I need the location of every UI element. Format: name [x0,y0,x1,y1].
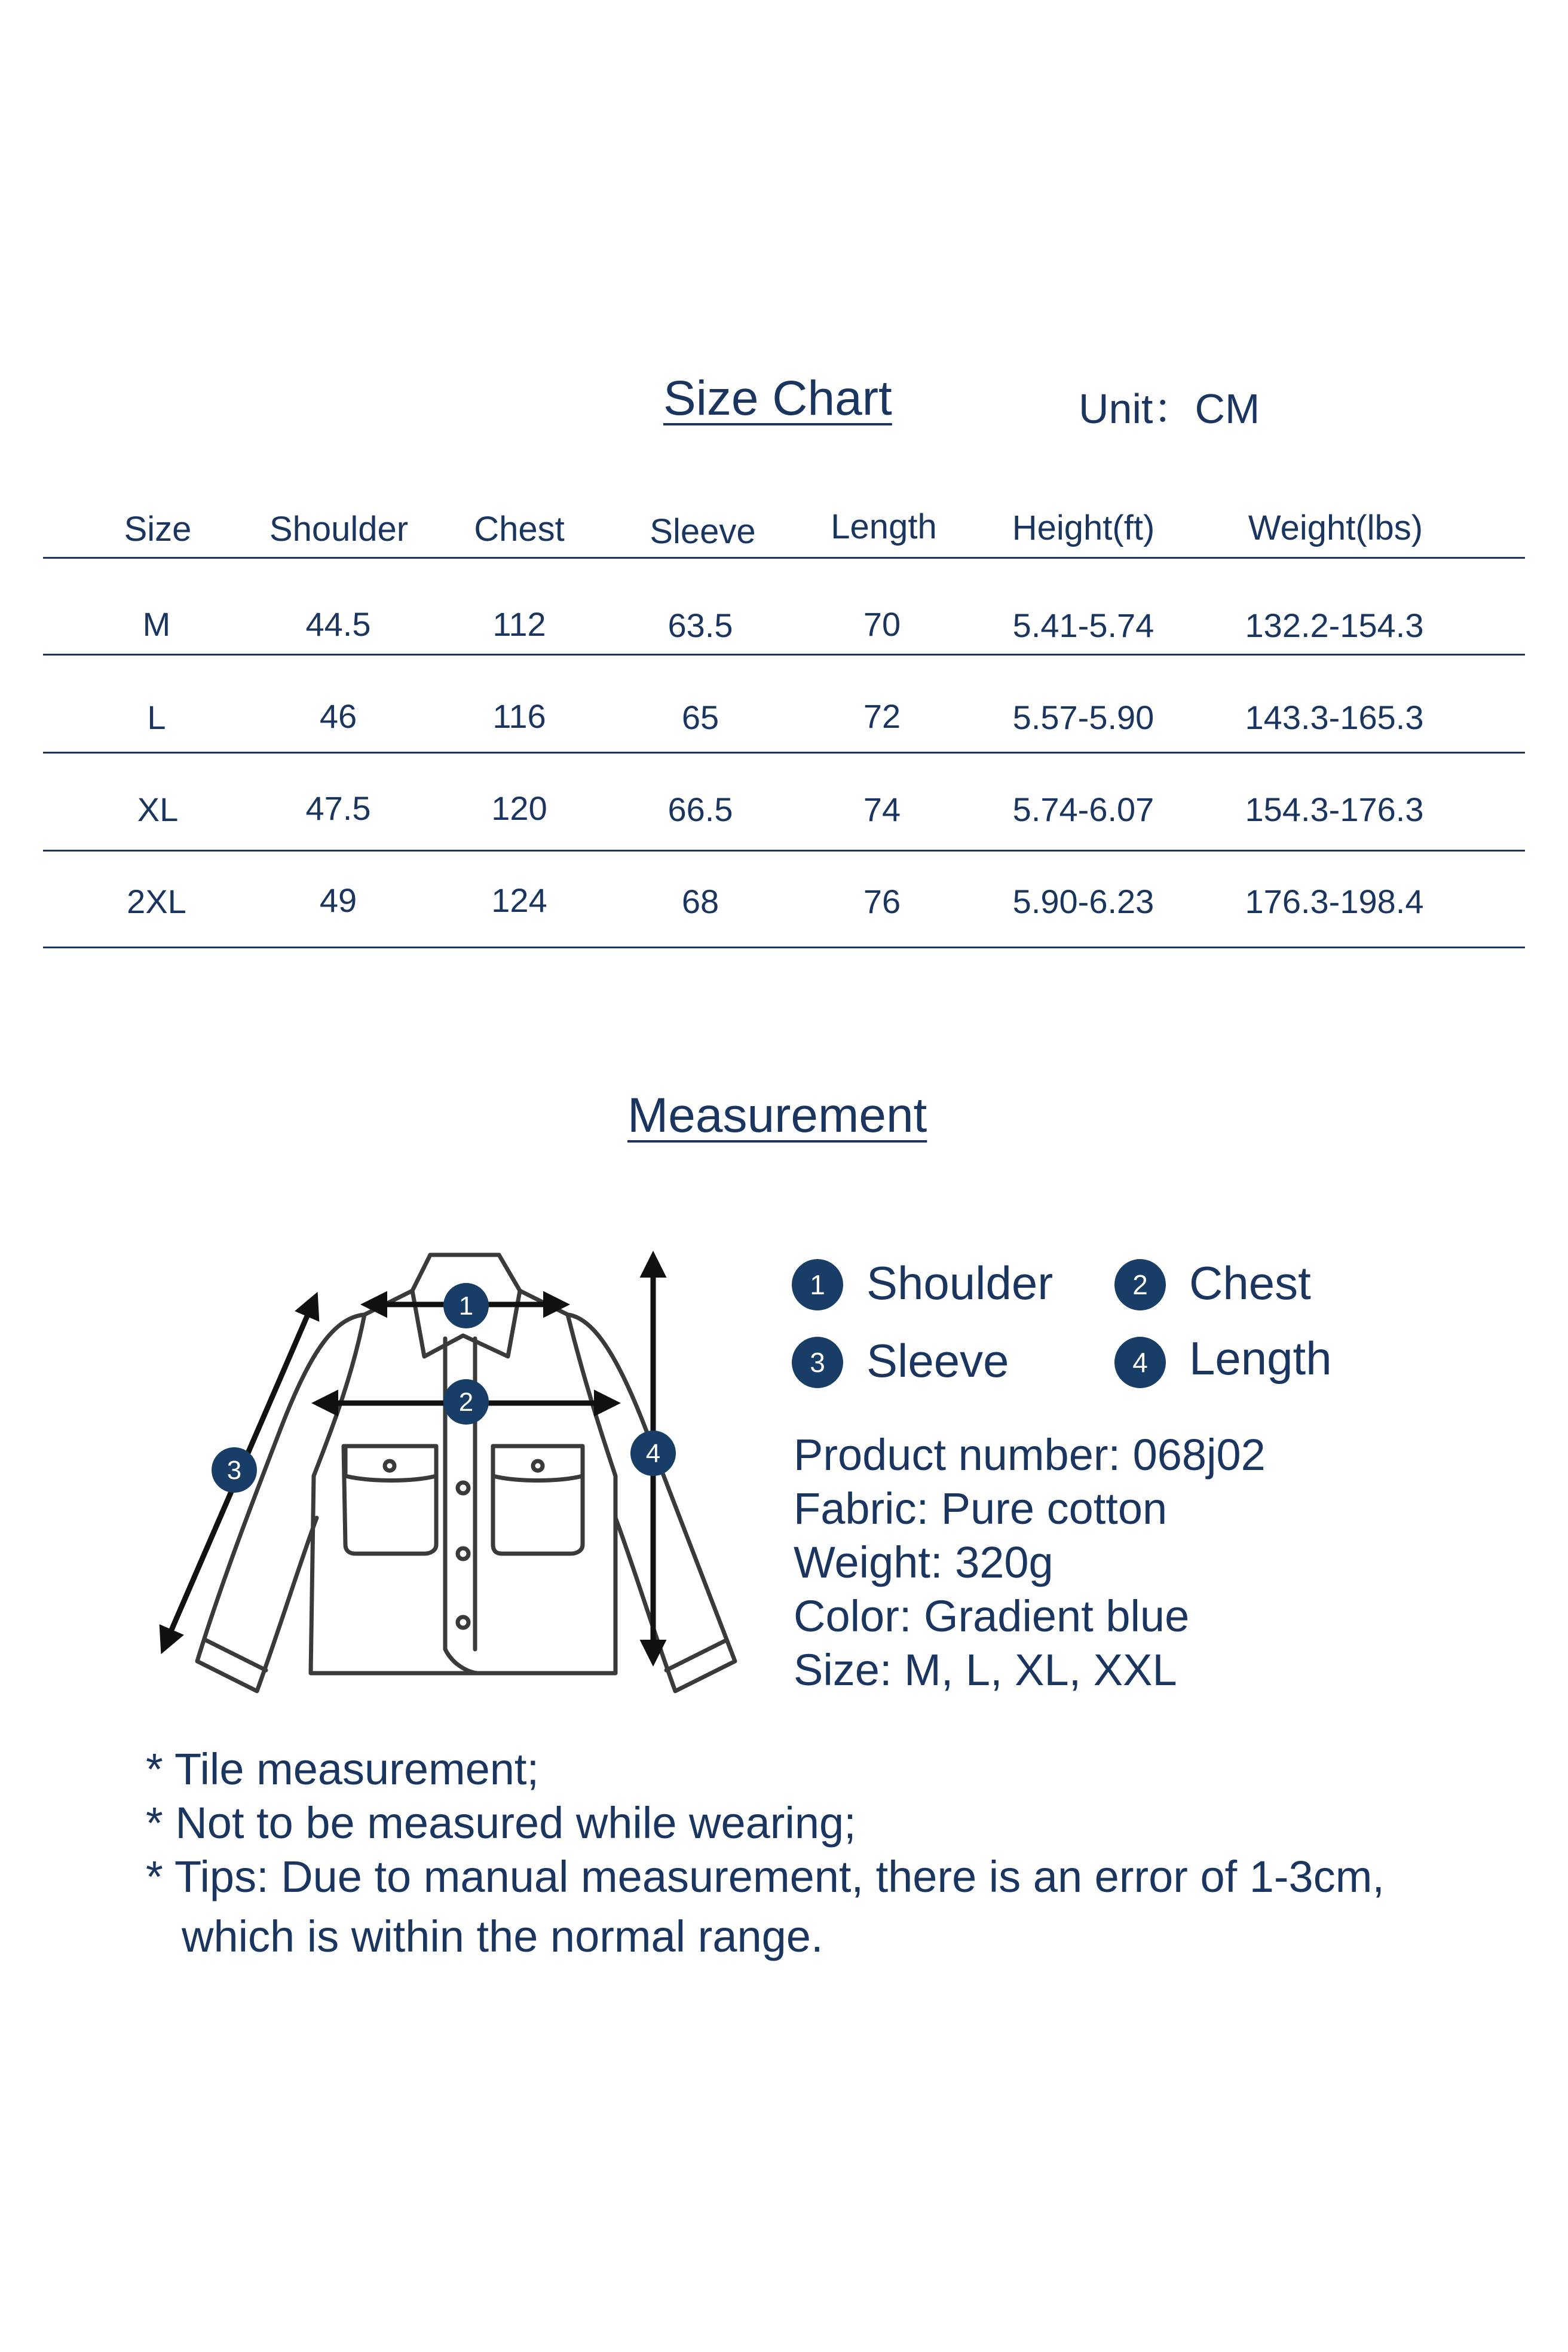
marker-1-label: 1 [458,1291,474,1321]
legend-sleeve: Sleeve [866,1334,1009,1387]
header-size: Size [124,510,192,549]
table-rule [43,947,1525,948]
cell-length: 72 [863,697,901,735]
cell-weight: 176.3-198.4 [1245,883,1424,920]
marker-2-label: 2 [458,1388,474,1417]
header-shoulder: Shoulder [269,510,409,549]
legend-badge-2: 2 [1114,1259,1166,1310]
size-chart-title: Size Chart [663,371,892,425]
table-rule [43,557,1525,559]
header-chest: Chest [474,510,565,549]
cell-sleeve: 63.5 [667,607,733,644]
cell-chest: 116 [492,697,546,735]
cell-size: M [142,605,171,643]
cell-shoulder: 47.5 [305,789,371,827]
legend-badge-1: 1 [792,1259,843,1310]
cell-shoulder: 44.5 [305,605,371,643]
product-size: Size: M, L, XL, XXL [794,1645,1177,1695]
product-fabric: Fabric: Pure cotton [794,1484,1168,1533]
measurement-marker-4 [630,1431,676,1476]
unit-label: Unit：CM [1079,385,1260,432]
jacket-diagram [0,1225,777,1733]
cell-chest: 112 [492,605,546,643]
table-rule [43,654,1525,656]
cell-size: L [147,699,166,736]
cell-chest: 120 [491,789,547,827]
header-sleeve: Sleeve [650,512,756,551]
cell-height: 5.90-6.23 [1012,883,1154,920]
cell-weight: 132.2-154.3 [1245,607,1424,644]
header-weight: Weight(lbs) [1248,509,1423,547]
note-line: * Tile measurement; [146,1744,540,1794]
legend-shoulder: Shoulder [866,1257,1054,1309]
marker-3-label: 3 [226,1456,242,1485]
cell-height: 5.74-6.07 [1012,791,1154,828]
note-line: * Tips: Due to manual measurement, there is an error of 1-3cm, [146,1852,1385,1901]
measurement-marker-1 [443,1283,489,1328]
product-weight: Weight: 320g [794,1538,1054,1587]
note-line: * Not to be measured while wearing; [146,1798,856,1848]
cell-weight: 143.3-165.3 [1245,699,1424,736]
cell-height: 5.41-5.74 [1012,607,1154,644]
legend-chest: Chest [1189,1257,1311,1309]
cell-length: 70 [863,605,901,643]
cell-weight: 154.3-176.3 [1245,791,1424,828]
table-rule [43,850,1525,852]
legend-length: Length [1189,1332,1332,1385]
cell-shoulder: 49 [319,881,357,919]
note-line: which is within the normal range. [182,1912,823,1961]
cell-sleeve: 68 [681,883,719,920]
legend-badge-3: 3 [792,1337,843,1388]
header-height: Height(ft) [1012,509,1155,547]
cell-chest: 124 [491,881,547,919]
cell-size: 2XL [127,883,186,920]
cell-sleeve: 65 [681,699,719,736]
product-number: Product number: 068j02 [794,1430,1266,1480]
cell-length: 76 [863,883,901,920]
cell-length: 74 [863,791,901,828]
cell-shoulder: 46 [319,697,357,735]
table-rule [43,752,1525,754]
measurement-title: Measurement [627,1088,927,1143]
header-length: Length [831,507,937,546]
legend-badge-4: 4 [1114,1337,1166,1388]
measurement-marker-2 [443,1379,489,1425]
cell-height: 5.57-5.90 [1012,699,1154,736]
product-color: Color: Gradient blue [794,1591,1190,1641]
cell-sleeve: 66.5 [667,791,733,828]
cell-size: XL [137,791,179,828]
measurement-marker-3 [212,1447,257,1493]
marker-4-label: 4 [645,1439,661,1468]
